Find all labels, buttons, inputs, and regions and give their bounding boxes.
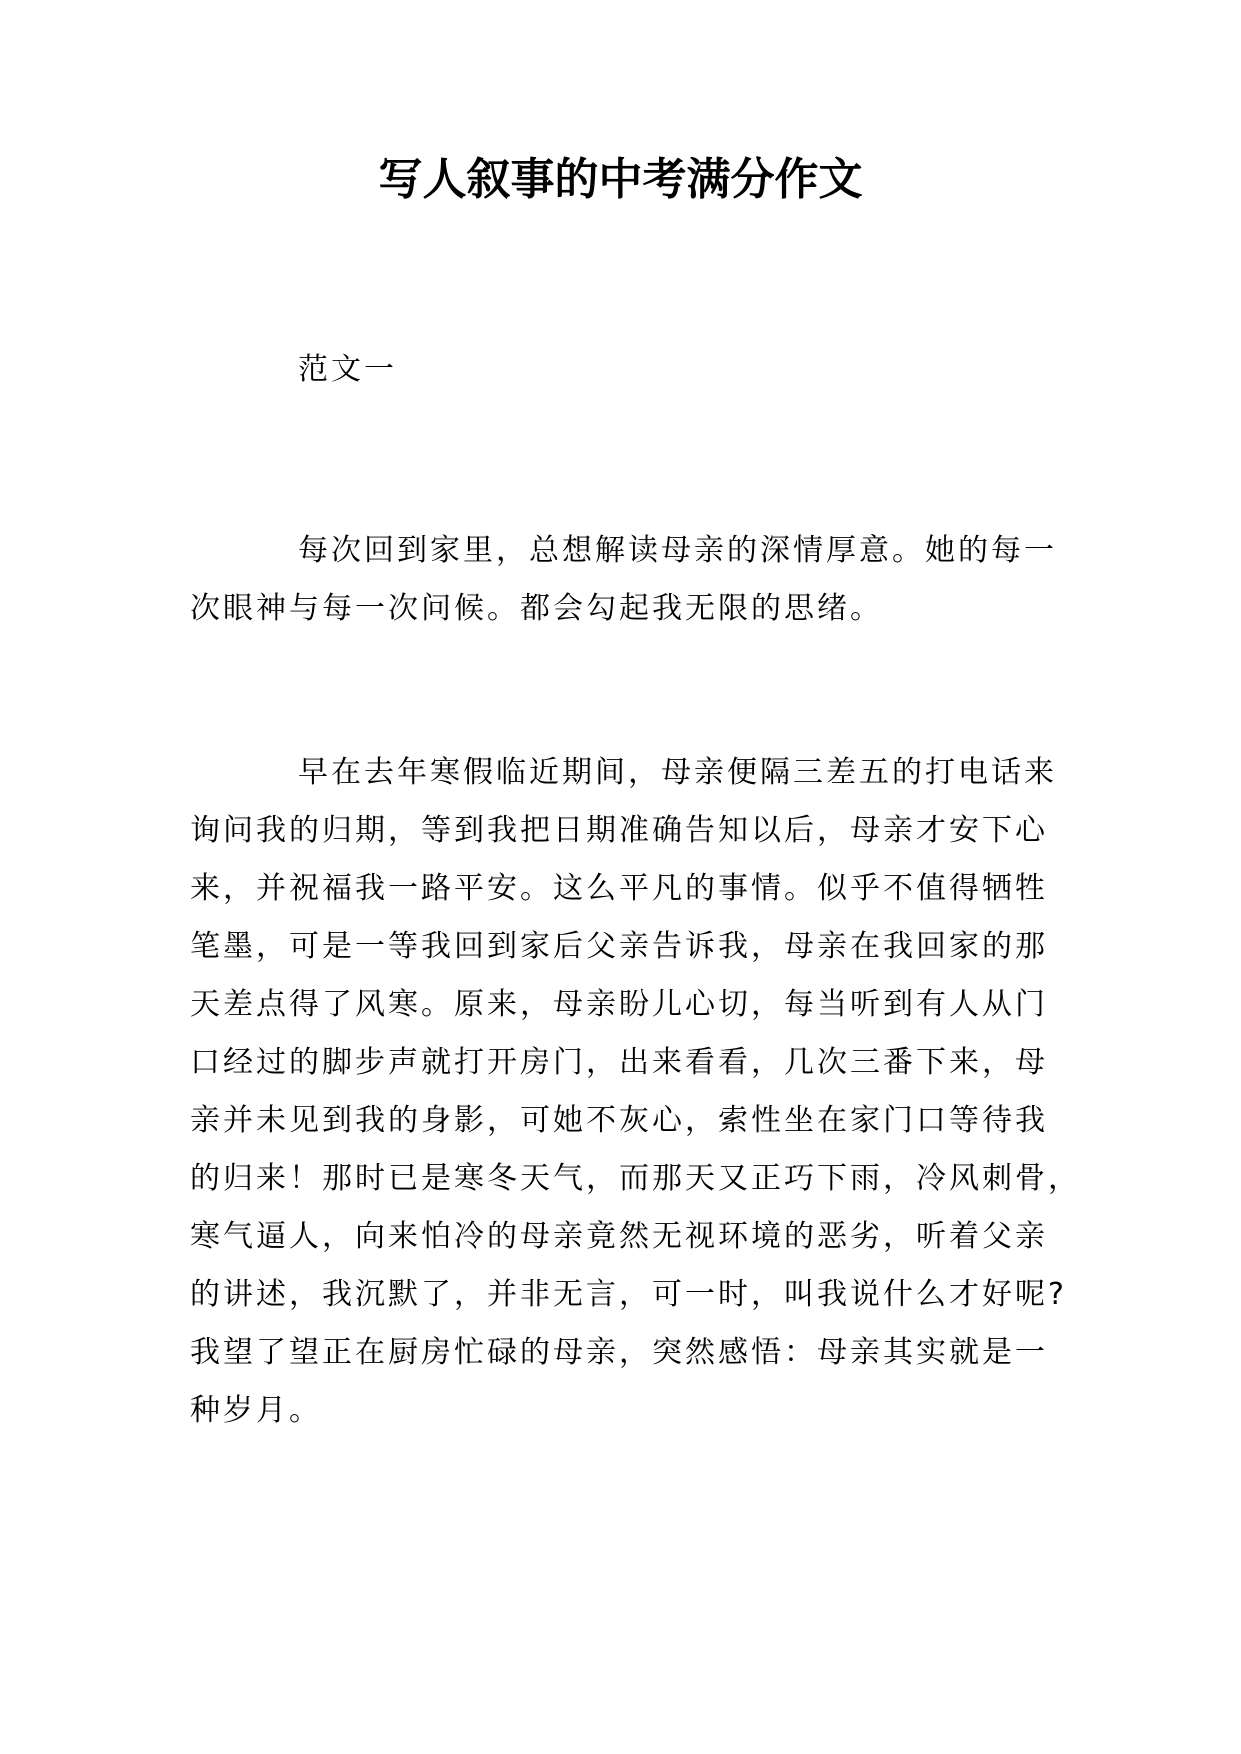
paragraph-line: 我望了望正在厨房忙碌的母亲，突然感悟：母亲其实就是一 xyxy=(190,1335,1048,1370)
paragraph-line: 天差点得了风寒。原来，母亲盼儿心切，每当听到有人从门 xyxy=(190,987,1048,1022)
paragraph-2 xyxy=(190,744,1081,1440)
paragraph-line: 笔墨，可是一等我回到家后父亲告诉我，母亲在我回家的那 xyxy=(190,929,1048,964)
paragraph-line: 口经过的脚步声就打开房门，出来看看，几次三番下来，母 xyxy=(190,1045,1048,1080)
paragraph-line: 每次回到家里，总想解读母亲的深情厚意。她的每一 xyxy=(298,533,1057,568)
paragraph-line: 种岁月。 xyxy=(190,1393,322,1428)
paragraph-line: 的归来！那时已是寒冬天气，而那天又正巧下雨，冷风刺骨， xyxy=(190,1161,1081,1196)
paragraph-line: 来，并祝福我一路平安。这么平凡的事情。似乎不值得牺牲 xyxy=(190,871,1048,906)
paragraph-1 xyxy=(190,522,1070,638)
paragraph-line: 寒气逼人，向来怕冷的母亲竟然无视环境的恶劣，听着父亲 xyxy=(190,1219,1048,1254)
section-label: 范文一 xyxy=(298,352,397,387)
paragraph-line: 询问我的归期，等到我把日期准确告知以后，母亲才安下心 xyxy=(190,813,1048,848)
paragraph-line: 次眼神与每一次问候。都会勾起我无限的思绪。 xyxy=(190,591,883,626)
paragraph-line: 早在去年寒假临近期间，母亲便隔三差五的打电话来 xyxy=(298,755,1057,790)
paragraph-line: 亲并未见到我的身影，可她不灰心，索性坐在家门口等待我 xyxy=(190,1103,1048,1138)
paragraph-line: 的讲述，我沉默了，并非无言，可一时，叫我说什么才好呢? xyxy=(190,1277,1067,1312)
document-title: 写人叙事的中考满分作文 xyxy=(378,154,863,205)
